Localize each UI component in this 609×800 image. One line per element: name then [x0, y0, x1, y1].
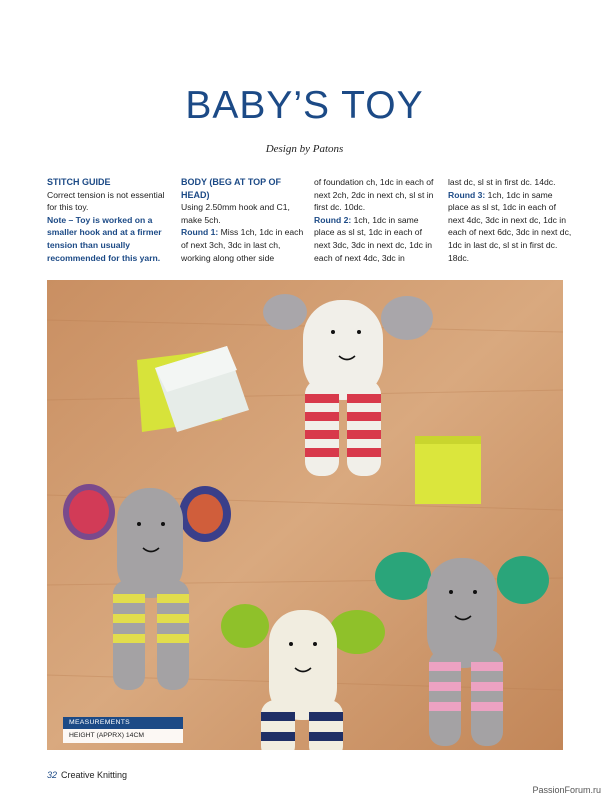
measurements-heading: MEASUREMENTS [63, 717, 183, 729]
stitch-guide-text: Correct tension is not essential for this toy. [47, 189, 165, 213]
round-2-paragraph [314, 214, 438, 264]
body-intro-text: Using 2.50mm hook and C1, make 5ch. [181, 202, 290, 225]
round-3-text: 1ch, 1dc in same place as sl st, 1dc in each of next 4dc, 3dc in next dc, 1dc in each of next 6dc, 3dc in next dc, 1dc in last dc, sl st in first dc. 18dc. [448, 189, 572, 263]
round-3-paragraph [448, 189, 572, 265]
stitch-guide-heading: STITCH GUIDE [47, 177, 111, 187]
body-heading: BODY (BEG AT TOP OF HEAD) [181, 177, 282, 200]
column-stitch-guide [47, 176, 171, 264]
column-round-3 [448, 176, 572, 264]
designer-byline: Design by Patons [265, 143, 344, 155]
round-3-label: Round 3: [448, 189, 486, 200]
round-1-paragraph [181, 226, 305, 264]
round-1-label: Round 1: [181, 227, 219, 238]
page-footer [47, 770, 127, 780]
round-1-continued-text: of foundation ch, 1dc in each of next 2ch, 2dc in next ch, sl st in first dc. 10dc. [314, 177, 434, 213]
measurements-height: HEIGHT (APPRX) 14CM [69, 732, 145, 739]
toy-photo [47, 280, 563, 750]
page-title: BABY’S TOY [185, 84, 424, 127]
round-1-text: Miss 1ch, 1dc in each of next 3ch, 3dc in last ch, working along other side [181, 227, 304, 263]
toy-photo-illustration [47, 280, 563, 750]
stitch-guide-note: Note – Toy is worked on a smaller hook and at a firmer tension than usually recommended for this yarn. [47, 214, 162, 263]
round-2-continued-text: last dc, sl st in first dc. 14dc. [448, 177, 556, 187]
sticky-note-square [415, 436, 481, 504]
round-2-text: 1ch, 1dc in same place as sl st, 1dc in each of next 3dc, 3dc in next dc, 1dc in each of next 4dc, 3dc in [314, 214, 432, 263]
column-round-2 [314, 176, 438, 264]
round-2-label: Round 2: [314, 214, 352, 225]
magazine-name: Creative Knitting [61, 770, 128, 780]
column-body [181, 176, 305, 264]
page-number: 32 [47, 770, 58, 780]
watermark: PassionForum.ru [532, 785, 601, 795]
